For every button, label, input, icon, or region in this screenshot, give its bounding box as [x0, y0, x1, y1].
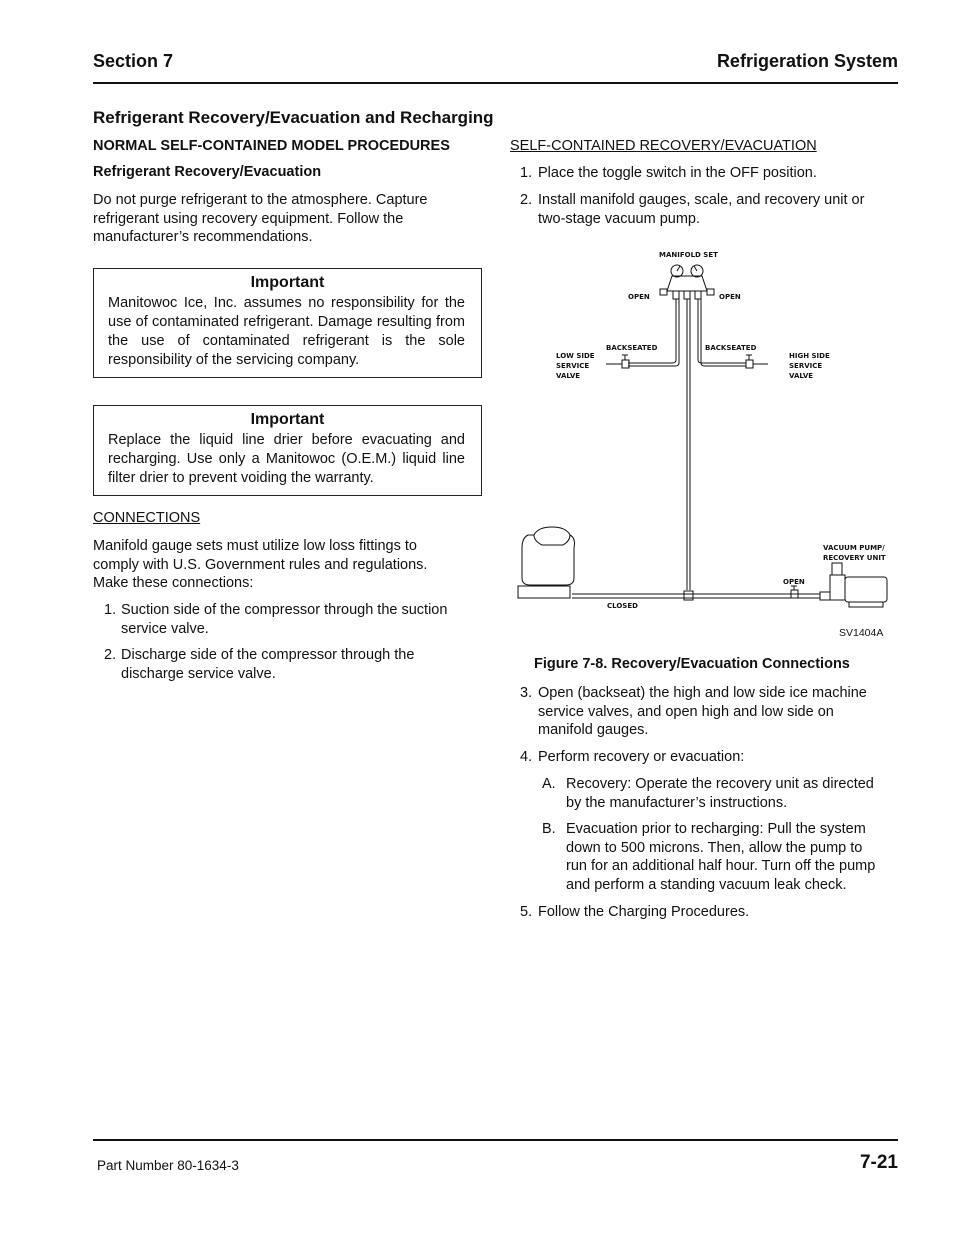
list-number: 1. — [104, 602, 117, 618]
label-open-left: OPEN — [628, 293, 650, 301]
step-line: Perform recovery or evacuation: — [538, 749, 745, 765]
page-number: 7-21 — [859, 1152, 898, 1173]
label-manifold-set: MANIFOLD SET — [659, 251, 718, 259]
header-rule — [93, 82, 898, 84]
label-open-bottom: OPEN — [783, 578, 805, 586]
label-high-side: HIGH SIDE — [789, 352, 830, 360]
step-number: 1. — [520, 165, 533, 181]
label-low-side: VALVE — [556, 372, 581, 380]
list-line: discharge service valve. — [121, 665, 276, 682]
step-line: Place the toggle switch in the OFF position. — [538, 165, 817, 181]
label-high-side: SERVICE — [789, 362, 823, 370]
step-line: Follow the Charging Procedures. — [538, 904, 750, 920]
substep-letter: B. — [542, 821, 556, 837]
step-number: 5. — [520, 904, 533, 920]
label-open-right: OPEN — [719, 293, 741, 301]
step-line: two-stage vacuum pump. — [538, 210, 700, 227]
substep-line: Evacuation prior to recharging: Pull the system — [566, 821, 866, 837]
label-vacuum-pump: VACUUM PUMP/ — [823, 544, 885, 552]
recovery-heading: SELF-CONTAINED RECOVERY/EVACUATION — [510, 138, 817, 154]
step-line: Install manifold gauges, scale, and recovery unit or — [538, 192, 865, 208]
label-backseated-left: BACKSEATED — [606, 344, 658, 352]
intro-line: manufacturer’s recommendations. — [93, 229, 313, 245]
connections-line: comply with U.S. Government rules and regulations. — [93, 556, 428, 573]
footer-rule — [93, 1139, 898, 1141]
substep-line: by the manufacturer’s instructions. — [566, 794, 788, 811]
step-number: 3. — [520, 685, 533, 701]
subhead-recovery: Refrigerant Recovery/Evacuation — [93, 164, 322, 180]
substep-letter: A. — [542, 776, 556, 792]
connections-heading: CONNECTIONS — [93, 510, 201, 526]
subhead-procedures: NORMAL SELF-CONTAINED MODEL PROCEDURES — [93, 138, 450, 154]
step-number: 4. — [520, 749, 533, 765]
figure-caption: Figure 7-8. Recovery/Evacuation Connections — [534, 656, 850, 672]
part-number: Part Number 80-1634-3 — [97, 1158, 239, 1173]
step-number: 2. — [520, 192, 533, 208]
list-line: service valve. — [121, 620, 209, 637]
connections-line: Manifold gauge sets must utilize low loss fittings to — [93, 538, 417, 554]
important-text: Replace the liquid line drier before evacuating and recharging. Use only a Manitowoc (O.E.M.) liquid line filter drier to prevent voiding the warranty. — [108, 432, 465, 486]
list-number: 2. — [104, 647, 117, 663]
label-backseated-right: BACKSEATED — [705, 344, 757, 352]
refrigerant-tank-icon — [522, 535, 575, 585]
section-title: Refrigeration System — [716, 51, 898, 71]
important-box-1 — [93, 268, 482, 378]
label-low-side: SERVICE — [556, 362, 590, 370]
step-line: Open (backseat) the high and low side ice machine — [538, 685, 867, 701]
manifold-body — [667, 276, 707, 291]
important-text: Manitowoc Ice, Inc. assumes no responsibility for the use of contaminated refrigerant. Damage resulting from the use of contaminated refrigerant is the sole responsibility of the servicing company. — [108, 295, 465, 368]
connections-paragraph — [93, 537, 427, 593]
intro-line: refrigerant using recovery equipment. Follow the — [93, 210, 404, 227]
substep-line: Recovery: Operate the recovery unit as directed — [566, 776, 874, 792]
important-title: Important — [250, 411, 325, 428]
important-box-2 — [93, 405, 482, 496]
substep-line: down to 500 microns. Then, allow the pump to — [566, 839, 863, 856]
figure-id: SV1404A — [839, 627, 884, 639]
step-line: manifold gauges. — [538, 722, 649, 738]
step-line: service valves, and open high and low side on — [538, 703, 834, 720]
list-line: Discharge side of the compressor through the — [121, 647, 415, 663]
label-vacuum-pump: RECOVERY UNIT — [823, 554, 886, 562]
high-side-valve-icon — [746, 360, 753, 368]
list-line: Suction side of the compressor through the suction — [121, 602, 448, 618]
substep-line: run for an additional half hour. Turn off the pump — [566, 858, 876, 874]
page-title: Refrigerant Recovery/Evacuation and Recharging — [93, 108, 494, 127]
section-label: Section 7 — [93, 51, 174, 71]
low-side-valve-icon — [622, 360, 629, 368]
label-high-side: VALVE — [789, 372, 814, 380]
label-closed: CLOSED — [607, 602, 638, 610]
intro-paragraph — [93, 191, 428, 247]
substep-line: and perform a standing vacuum leak check. — [566, 876, 847, 893]
intro-line: Do not purge refrigerant to the atmosphere. Capture — [93, 192, 428, 208]
label-low-side: LOW SIDE — [556, 352, 595, 360]
vacuum-pump-icon — [830, 575, 845, 600]
scale-icon — [518, 586, 570, 598]
important-title: Important — [250, 274, 325, 291]
tee-fitting — [684, 591, 693, 600]
connections-line: Make these connections: — [93, 575, 254, 591]
recovery-connections-diagram — [510, 245, 900, 645]
